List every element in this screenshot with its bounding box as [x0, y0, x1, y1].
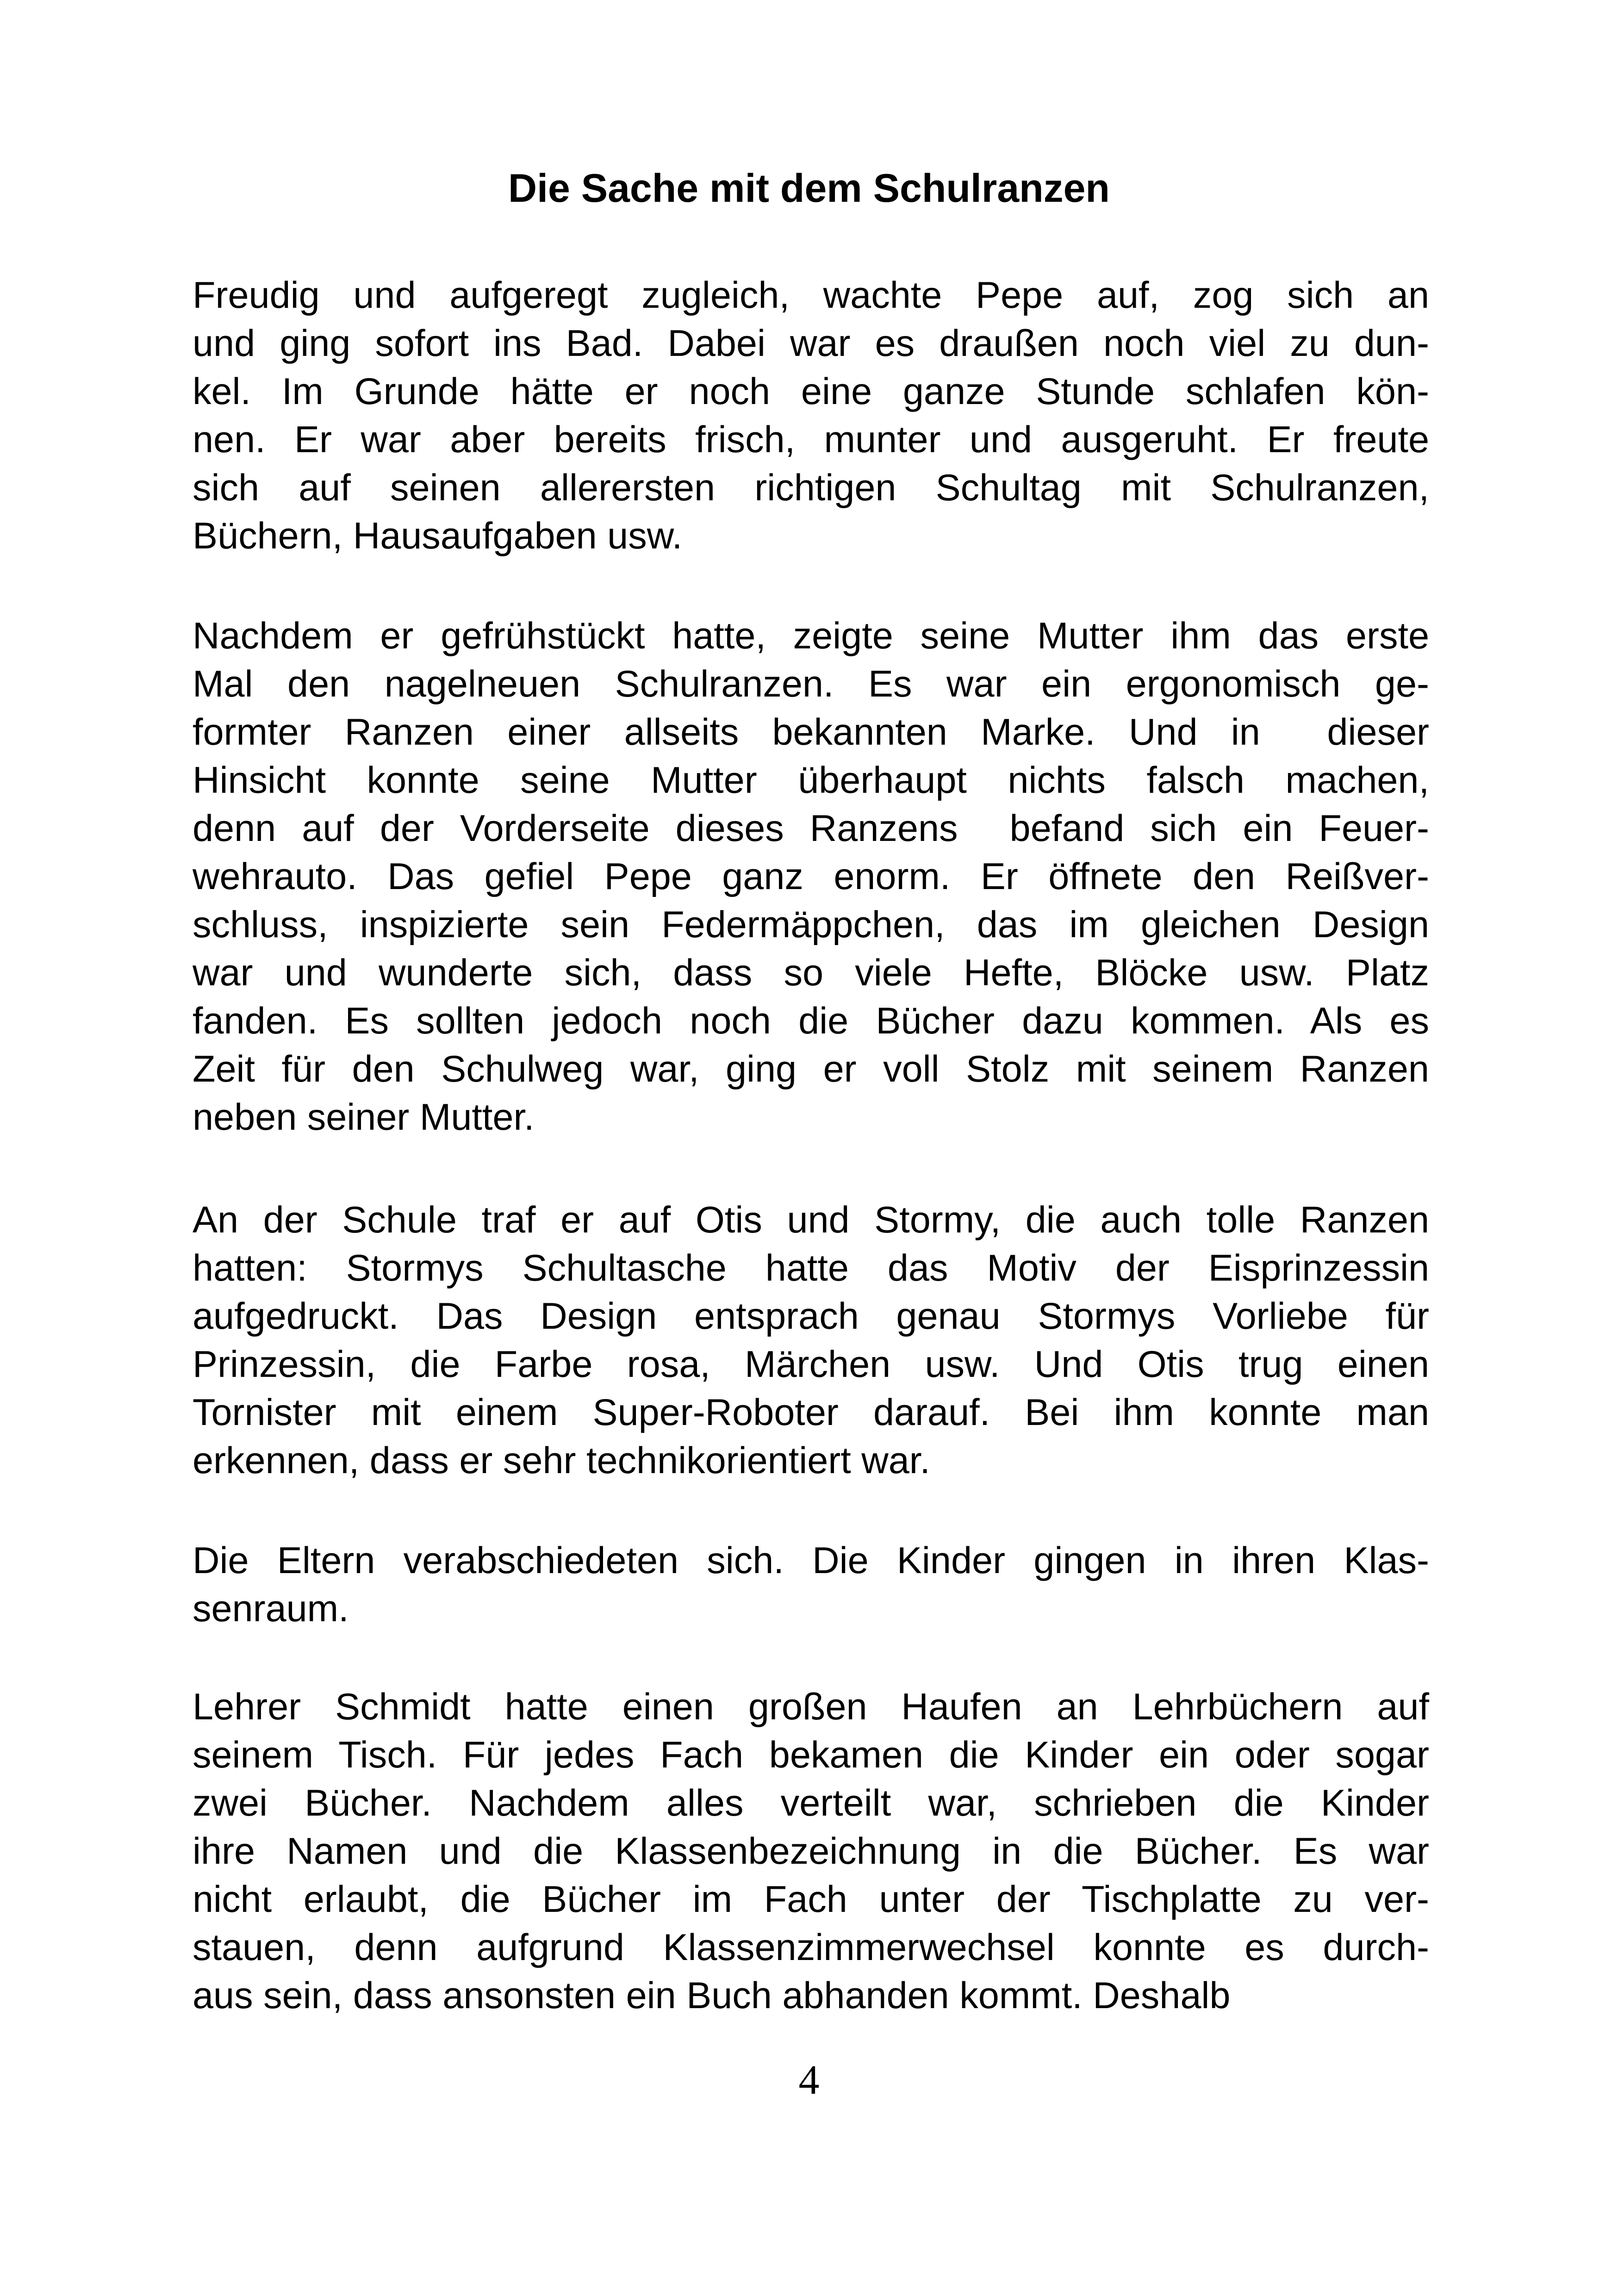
text-line: erkennen, dass er sehr technikorientiert war. — [193, 1440, 930, 1481]
text-line: Zeit für den Schulweg war, ging er voll Stolz mit seinem Ranzen — [193, 1048, 1429, 1090]
text-line: kel. Im Grunde hätte er noch eine ganze Stunde schlafen kön- — [193, 371, 1429, 412]
paragraph-5 — [193, 1683, 1429, 2020]
text-line: Hinsicht konnte seine Mutter überhaupt nichts falsch machen, — [193, 759, 1429, 801]
text-line: Die Eltern verabschiedeten sich. Die Kinder gingen in ihren Klas- — [193, 1540, 1429, 1581]
text-line: fanden. Es sollten jedoch noch die Bücher dazu kommen. Als es — [193, 1000, 1429, 1042]
paragraph-4 — [193, 1537, 1429, 1633]
text-line: war und wunderte sich, dass so viele Hefte, Blöcke usw. Platz — [193, 952, 1429, 994]
paragraph-1 — [193, 271, 1429, 560]
text-line: wehrauto. Das gefiel Pepe ganz enorm. Er öffnete den Reißver- — [193, 856, 1429, 897]
text-line: Nachdem er gefrühstückt hatte, zeigte seine Mutter ihm das erste — [193, 615, 1429, 657]
text-line: Lehrer Schmidt hatte einen großen Haufen an Lehrbüchern auf — [193, 1686, 1429, 1728]
text-line: ihre Namen und die Klassenbezeichnung in die Bücher. Es war — [193, 1830, 1429, 1872]
text-line: Büchern, Hausaufgaben usw. — [193, 515, 683, 557]
text-line: nicht erlaubt, die Bücher im Fach unter der Tischplatte zu ver- — [193, 1879, 1429, 1920]
text-line: Prinzessin, die Farbe rosa, Märchen usw. Und Otis trug einen — [193, 1344, 1429, 1385]
text-line: An der Schule traf er auf Otis und Stormy, die auch tolle Ranzen — [193, 1199, 1429, 1241]
text-line: denn auf der Vorderseite dieses Ranzens befand sich ein Feuer- — [193, 808, 1429, 849]
text-line: Freudig und aufgeregt zugleich, wachte Pepe auf, zog sich an — [193, 274, 1429, 316]
text-line: Mal den nagelneuen Schulranzen. Es war ein ergonomisch ge- — [193, 663, 1429, 705]
text-line: neben seiner Mutter. — [193, 1096, 535, 1138]
text-line: aufgedruckt. Das Design entsprach genau Stormys Vorliebe für — [193, 1295, 1429, 1337]
paragraph-3 — [193, 1196, 1429, 1485]
text-line: formter Ranzen einer allseits bekannten Marke. Und in dieser — [193, 711, 1429, 753]
text-line: stauen, denn aufgrund Klassenzimmerwechsel konnte es durch- — [193, 1927, 1429, 1968]
text-line: schluss, inspizierte sein Federmäppchen, das im gleichen Design — [193, 904, 1429, 946]
text-line: sich auf seinen allerersten richtigen Schultag mit Schulranzen, — [193, 467, 1429, 509]
page-number: 4 — [798, 2057, 820, 2103]
text-line: Tornister mit einem Super-Roboter darauf. Bei ihm konnte man — [193, 1392, 1429, 1433]
text-line: nen. Er war aber bereits frisch, munter und ausgeruht. Er freute — [193, 419, 1429, 460]
text-line: seinem Tisch. Für jedes Fach bekamen die Kinder ein oder sogar — [193, 1734, 1429, 1776]
text-line: aus sein, dass ansonsten ein Buch abhanden kommt. Deshalb — [193, 1975, 1231, 2016]
text-line: und ging sofort ins Bad. Dabei war es draußen noch viel zu dun- — [193, 323, 1429, 364]
text-line: hatten: Stormys Schultasche hatte das Motiv der Eisprinzessin — [193, 1247, 1429, 1289]
page-title: Die Sache mit dem Schulranzen — [508, 166, 1110, 211]
text-line: zwei Bücher. Nachdem alles verteilt war, schrieben die Kinder — [193, 1782, 1429, 1824]
paragraph-2 — [193, 612, 1429, 1141]
text-line: senraum. — [193, 1588, 349, 1630]
